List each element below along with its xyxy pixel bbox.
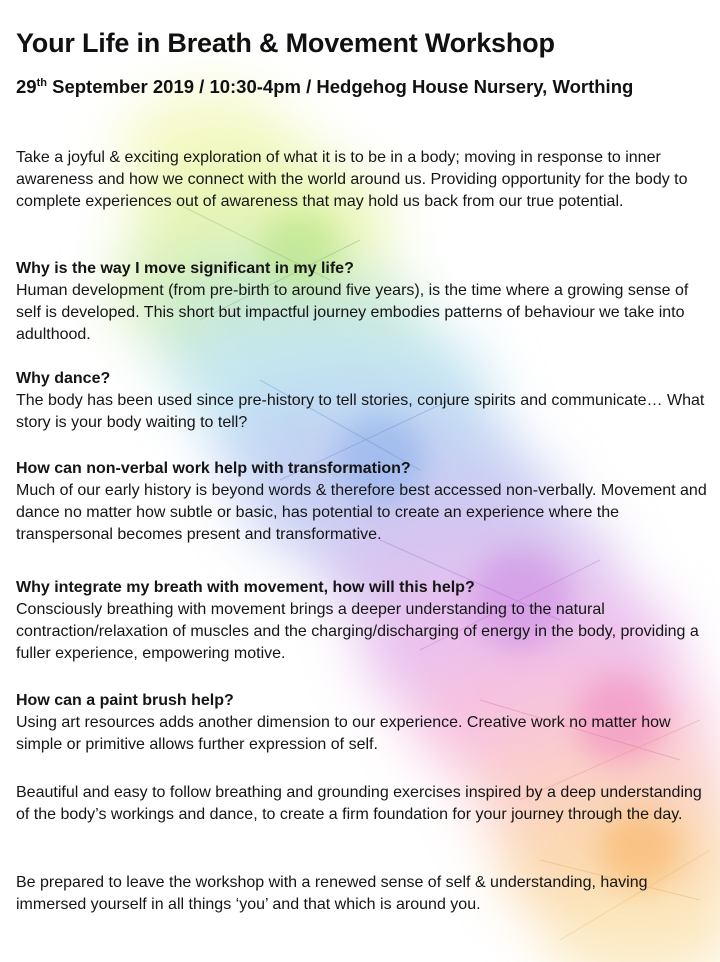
section-breath-movement bbox=[16, 577, 716, 665]
section-heading: Why is the way I move significant in my life? bbox=[16, 260, 354, 277]
closing-paragraph-prepared: Be prepared to leave the workshop with a renewed sense of self & understanding, having immersed yourself in all things ‘you’ and that which is around you. bbox=[16, 874, 648, 913]
event-date-day: 29 bbox=[16, 76, 37, 97]
section-heading: Why dance? bbox=[16, 370, 111, 387]
section-text: Using art resources adds another dimension to our experience. Creative work no matter how simple or primitive allows further expression of self. bbox=[16, 714, 671, 753]
event-date-time-location: September 2019 / 10:30-4pm / Hedgehog House Nursery, Worthing bbox=[46, 76, 634, 97]
section-paint-brush bbox=[16, 690, 716, 756]
intro-paragraph: Take a joyful & exciting exploration of what it is to be in a body; moving in response to inner awareness and how we connect with the world around us. Providing opportunity for the body to complete experiences out of awareness that may hold us back from our true potential. bbox=[16, 149, 688, 210]
section-why-dance bbox=[16, 368, 716, 434]
section-non-verbal bbox=[16, 458, 716, 546]
section-heading: Why integrate my breath with movement, how will this help? bbox=[16, 579, 475, 596]
section-move-significant bbox=[16, 258, 716, 346]
section-heading: How can a paint brush help? bbox=[16, 692, 234, 709]
section-text: Consciously breathing with movement brings a deeper understanding to the natural contraction/relaxation of muscles and the charging/discharging of energy in the body, providing a fuller experience, empowering motive. bbox=[16, 601, 699, 662]
section-text: Human development (from pre-birth to around five years), is the time where a growing sense of self is developed. This short but impactful journey embodies patterns of behaviour we take into adulthood. bbox=[16, 282, 689, 343]
event-date-suffix: th bbox=[36, 76, 47, 89]
event-details bbox=[16, 76, 633, 98]
page-title: Your Life in Breath & Movement Workshop bbox=[16, 28, 555, 58]
closing-paragraph-exercises: Beautiful and easy to follow breathing and grounding exercises inspired by a deep understanding of the body’s workings and dance, to create a firm foundation for your journey through the day. bbox=[16, 784, 702, 823]
section-heading: How can non-verbal work help with transformation? bbox=[16, 460, 411, 477]
section-text: Much of our early history is beyond words & therefore best accessed non-verbally. Movement and dance no matter how subtle or basic, has potential to create an experience where the transpersonal becomes present and transformative. bbox=[16, 482, 707, 543]
section-text: The body has been used since pre-history to tell stories, conjure spirits and communicate… What story is your body waiting to tell? bbox=[16, 392, 705, 431]
